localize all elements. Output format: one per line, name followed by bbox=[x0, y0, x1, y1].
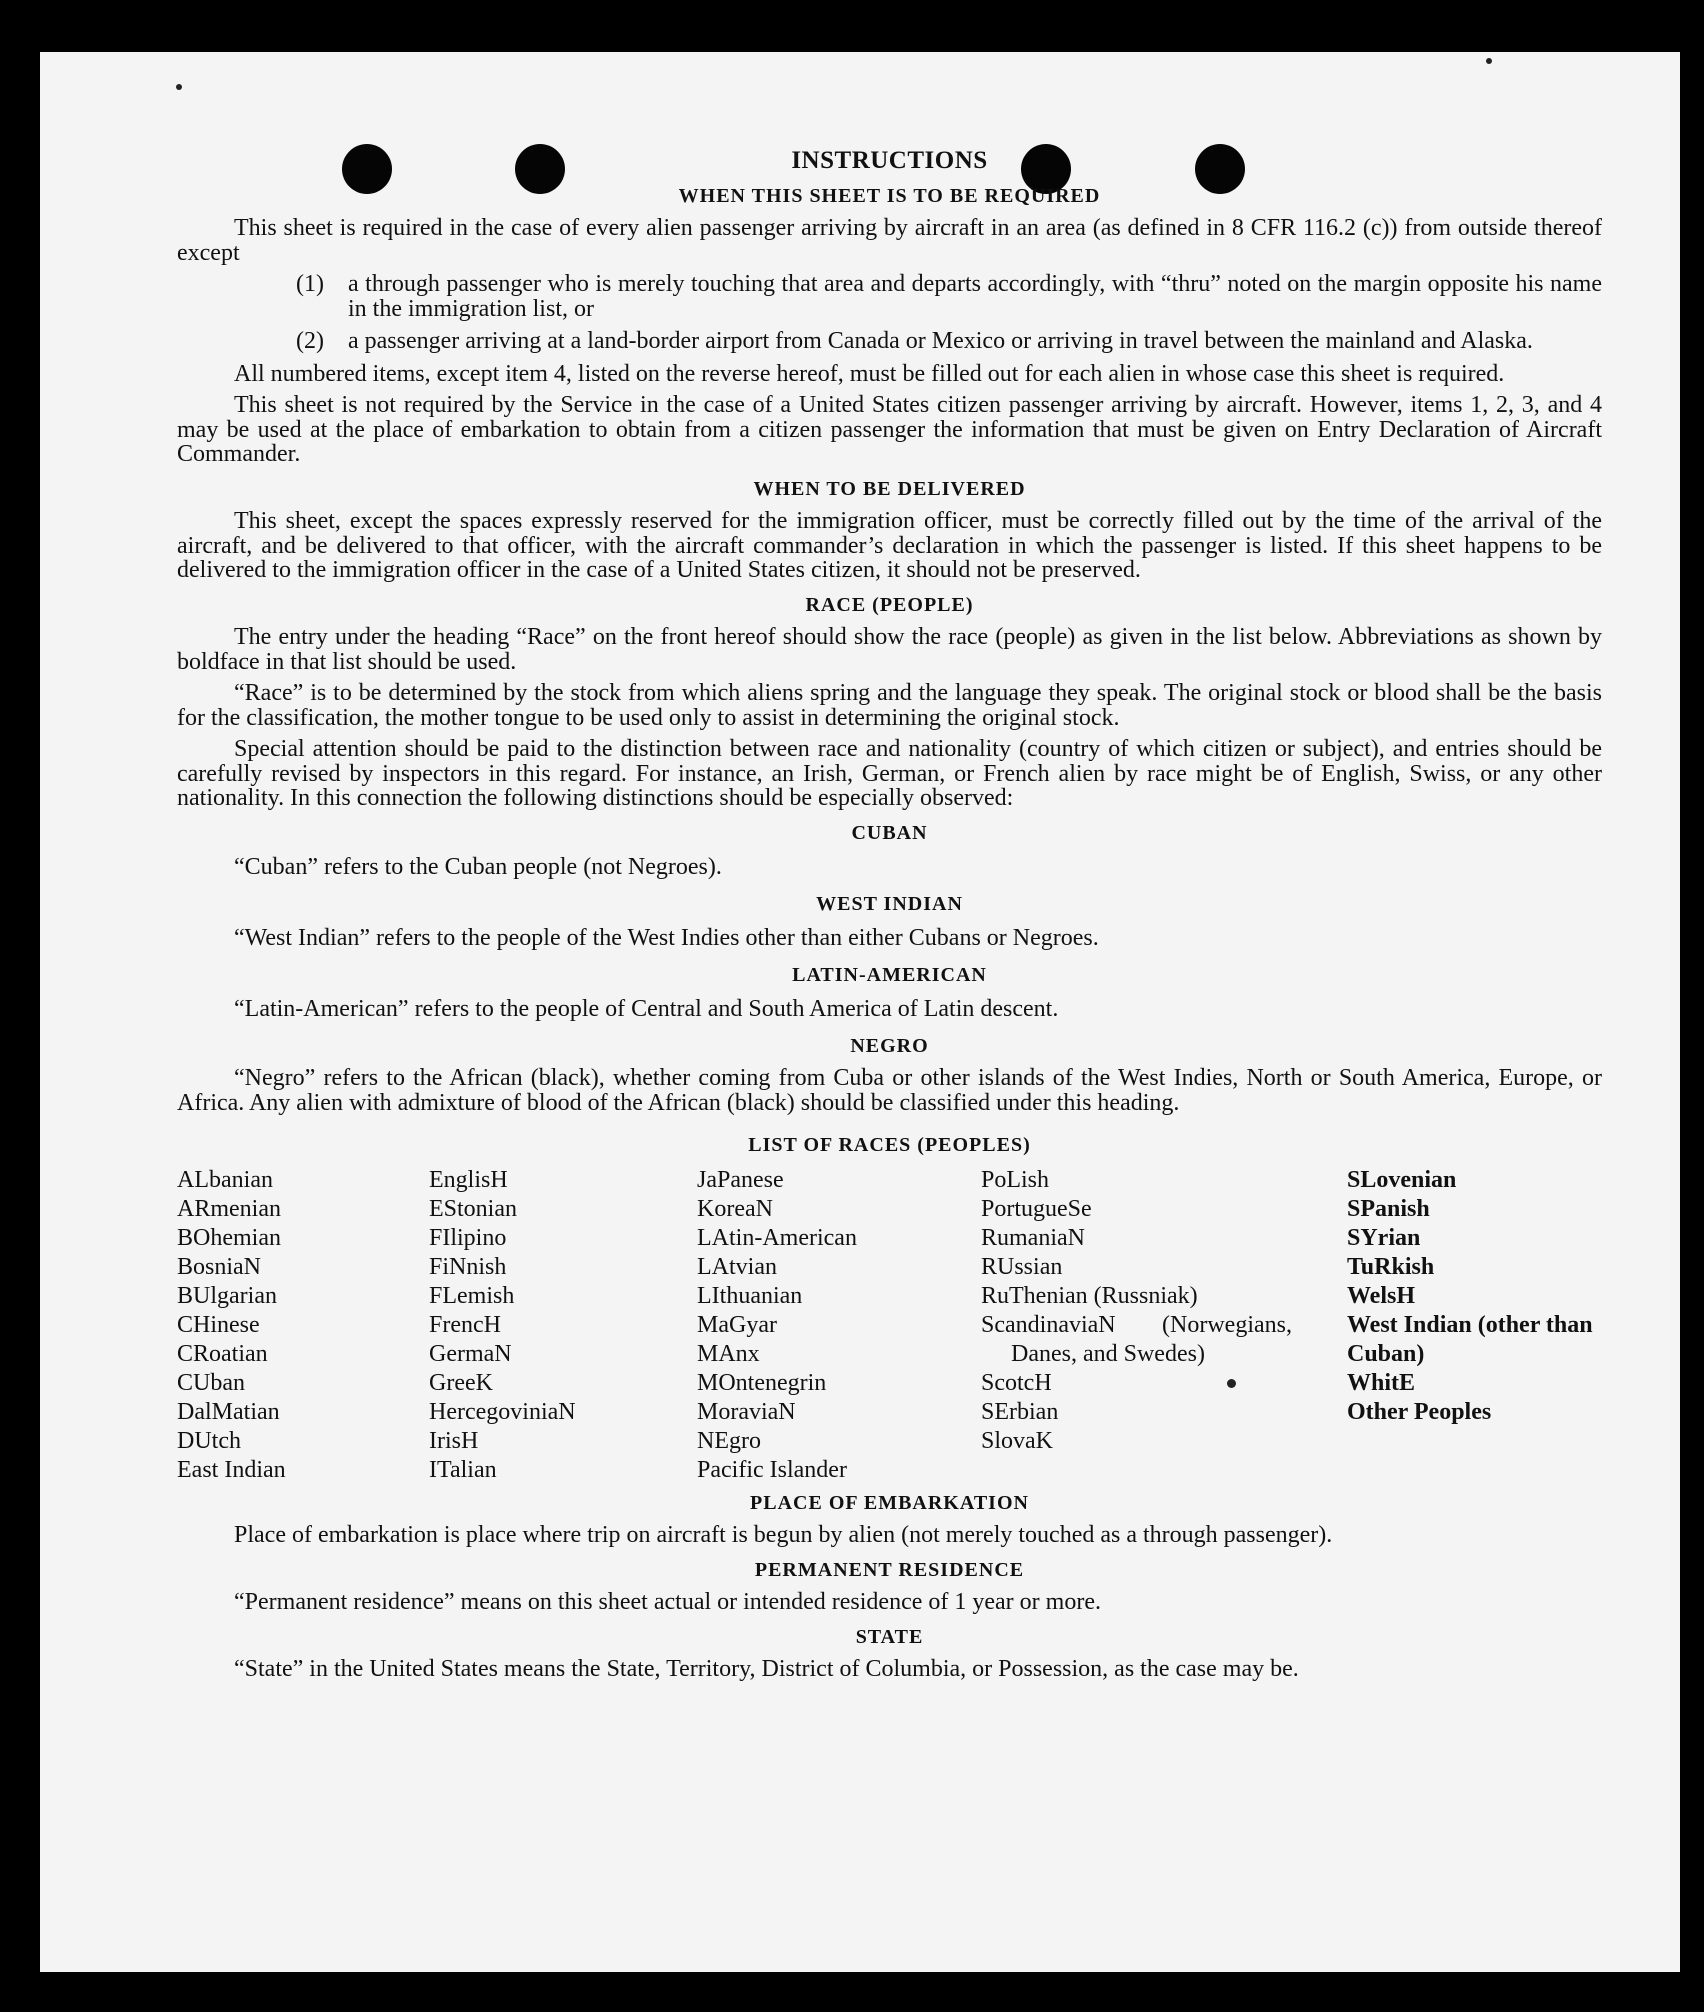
latin-american-heading: LATIN-AMERICAN bbox=[792, 963, 987, 986]
race-entry: BosniaN bbox=[177, 1253, 261, 1280]
race-entry: GreeK bbox=[429, 1369, 493, 1396]
race-entry: HercegoviniaN bbox=[429, 1398, 576, 1425]
race-entry: CRoatian bbox=[177, 1340, 268, 1367]
paragraph: “Race” is to be determined by the stock from which aliens spring and the language they speak. The original stock or blood shall be the basis for the classification, the mother tongue to be used only to assist in determining the original stock. bbox=[177, 680, 1602, 731]
race-entry: JaPanese bbox=[697, 1166, 784, 1193]
document-sheet bbox=[40, 52, 1680, 1972]
race-entry: ScandinaviaN (Norwegians, Danes, and Swedes) bbox=[981, 1311, 1292, 1367]
race-entry: SLovenian bbox=[1347, 1166, 1457, 1193]
race-entry: BOhemian bbox=[177, 1224, 281, 1251]
race-entry: FIlipino bbox=[429, 1224, 507, 1251]
race-entry: ALbanian bbox=[177, 1166, 273, 1193]
embarkation-heading: PLACE OF EMBARKATION bbox=[750, 1491, 1029, 1514]
race-entry: WelsH bbox=[1347, 1282, 1416, 1309]
races-list-heading: LIST OF RACES (PEOPLES) bbox=[748, 1134, 1031, 1156]
item-text: a through passenger who is merely touching that area and departs accordingly, with “thru” noted on the margin opposite his name in the immigration list, or bbox=[348, 271, 1602, 322]
race-entry: DUtch bbox=[177, 1427, 241, 1454]
list-item bbox=[177, 329, 1602, 354]
section-heading-race: RACE (PEOPLE) bbox=[805, 593, 974, 616]
negro-definition: “Negro” refers to the African (black), whether coming from Cuba or other islands of the West Indies, North or South America, Europe, or Africa. Any alien with admixture of blood of the African (black) should be classified under this heading. bbox=[177, 1065, 1602, 1116]
race-entry: ARmenian bbox=[177, 1195, 281, 1222]
races-column-4 bbox=[981, 1166, 1347, 1485]
paragraph: This sheet, except the spaces expressly reserved for the immigration officer, must be correctly filled out by the time of the arrival of the aircraft, and be delivered to that officer, with the aircraft commander’s declaration in which the passenger is listed. If this sheet happens to be delivered to the immigration officer in the case of a United States citizen, it should not be preserved. bbox=[177, 508, 1602, 583]
race-entry: SPanish bbox=[1347, 1195, 1430, 1222]
race-entry: LAtin-American bbox=[697, 1224, 857, 1251]
race-entry: East Indian bbox=[177, 1456, 286, 1483]
races-column-2 bbox=[429, 1166, 697, 1485]
paragraph: This sheet is not required by the Service in the case of a United States citizen passenger arriving by aircraft. However, items 1, 2, 3, and 4 may be used at the place of embarkation to obtain from a citizen passenger the information that must be given on Entry Declaration of Aircraft Commander. bbox=[177, 392, 1602, 467]
race-entry: KoreaN bbox=[697, 1195, 773, 1222]
state-definition: “State” in the United States means the State, Territory, District of Columbia, or Possession, as the case may be. bbox=[234, 1656, 1299, 1682]
race-entry: FiNnish bbox=[429, 1253, 507, 1280]
race-entry: West Indian (other than Cuban) bbox=[1347, 1311, 1593, 1367]
race-entry: RUssian bbox=[981, 1253, 1063, 1280]
races-list bbox=[177, 1166, 1602, 1485]
latin-american-definition: “Latin-American” refers to the people of Central and South America of Latin descent. bbox=[234, 996, 1059, 1022]
document-body bbox=[177, 149, 1602, 1689]
race-entry: RumaniaN bbox=[981, 1224, 1085, 1251]
race-entry: ScotcH bbox=[981, 1369, 1052, 1396]
race-entry: MaGyar bbox=[697, 1311, 777, 1338]
race-entry: PoLish bbox=[981, 1166, 1050, 1193]
race-entry: Other Peoples bbox=[1347, 1398, 1492, 1425]
race-entry: EStonian bbox=[429, 1195, 517, 1222]
residence-heading: PERMANENT RESIDENCE bbox=[754, 1558, 1025, 1581]
residence-definition: “Permanent residence” means on this sheet actual or intended residence of 1 year or more. bbox=[234, 1589, 1101, 1615]
paragraph: All numbered items, except item 4, listed on the reverse hereof, must be filled out for each alien in whose case this sheet is required. bbox=[234, 360, 1505, 387]
cuban-definition: “Cuban” refers to the Cuban people (not Negroes). bbox=[234, 854, 722, 880]
speck bbox=[1486, 58, 1492, 64]
race-entry: EnglisH bbox=[429, 1166, 508, 1193]
west-indian-definition: “West Indian” refers to the people of the West Indies other than either Cubans or Negroes. bbox=[234, 925, 1099, 951]
race-entry: MOntenegrin bbox=[697, 1369, 827, 1396]
race-entry: CUban bbox=[177, 1369, 245, 1396]
race-entry: DalMatian bbox=[177, 1398, 280, 1425]
race-entry: NEgro bbox=[697, 1427, 761, 1454]
item-number: (2) bbox=[296, 328, 324, 354]
race-entry: MoraviaN bbox=[697, 1398, 796, 1425]
negro-heading: NEGRO bbox=[850, 1034, 929, 1057]
race-entry: LAtvian bbox=[697, 1253, 777, 1280]
list-item bbox=[177, 272, 1602, 321]
race-entry: SYrian bbox=[1347, 1224, 1421, 1251]
embarkation-definition: Place of embarkation is place where trip on aircraft is begun by alien (not merely touched as a through passenger). bbox=[234, 1522, 1333, 1548]
race-entry: Pacific Islander bbox=[697, 1456, 847, 1483]
race-entry: MAnx bbox=[697, 1340, 760, 1367]
races-column-3 bbox=[697, 1166, 981, 1485]
race-entry: FLemish bbox=[429, 1282, 515, 1309]
paragraph: This sheet is required in the case of every alien passenger arriving by aircraft in an area (as defined in 8 CFR 116.2 (c)) from outside thereof except bbox=[177, 215, 1602, 266]
race-entry: PortugueSe bbox=[981, 1195, 1092, 1222]
item-text: a passenger arriving at a land-border airport from Canada or Mexico or arriving in travel between the mainland and Alaska. bbox=[348, 328, 1533, 354]
races-column-5 bbox=[1347, 1166, 1602, 1485]
page-title: INSTRUCTIONS bbox=[791, 147, 988, 174]
race-entry: SlovaK bbox=[981, 1427, 1053, 1454]
race-entry: IrisH bbox=[429, 1427, 479, 1454]
race-entry: RuThenian (Russniak) bbox=[981, 1282, 1198, 1309]
paragraph: Special attention should be paid to the distinction between race and nationality (country of which citizen or subject), and entries should be carefully revised by inspectors in this regard. For instance, an Irish, German, or French alien by race might be of English, Swiss, or any other nationality. In this connection the following distinctions should be especially observed: bbox=[177, 736, 1602, 811]
race-entry: GermaN bbox=[429, 1340, 512, 1367]
race-entry: CHinese bbox=[177, 1311, 260, 1338]
west-indian-heading: WEST INDIAN bbox=[816, 892, 963, 915]
cuban-heading: CUBAN bbox=[851, 821, 928, 844]
race-entry: FrencH bbox=[429, 1311, 501, 1338]
race-entry: BUlgarian bbox=[177, 1282, 277, 1309]
section-heading-delivered: WHEN TO BE DELIVERED bbox=[753, 477, 1026, 500]
race-entry: SErbian bbox=[981, 1398, 1059, 1425]
race-entry: ITalian bbox=[429, 1456, 497, 1483]
races-column-1 bbox=[177, 1166, 429, 1485]
state-heading: STATE bbox=[855, 1625, 924, 1648]
race-entry: TuRkish bbox=[1347, 1253, 1435, 1280]
item-number: (1) bbox=[296, 271, 324, 297]
section-heading-required: WHEN THIS SHEET IS TO BE REQUIRED bbox=[678, 184, 1101, 207]
race-entry: WhitE bbox=[1347, 1369, 1416, 1396]
speck bbox=[176, 84, 182, 90]
paragraph: The entry under the heading “Race” on the front hereof should show the race (people) as given in the list below. Abbreviations as shown by boldface in that list should be used. bbox=[177, 624, 1602, 675]
race-entry: LIthuanian bbox=[697, 1282, 803, 1309]
